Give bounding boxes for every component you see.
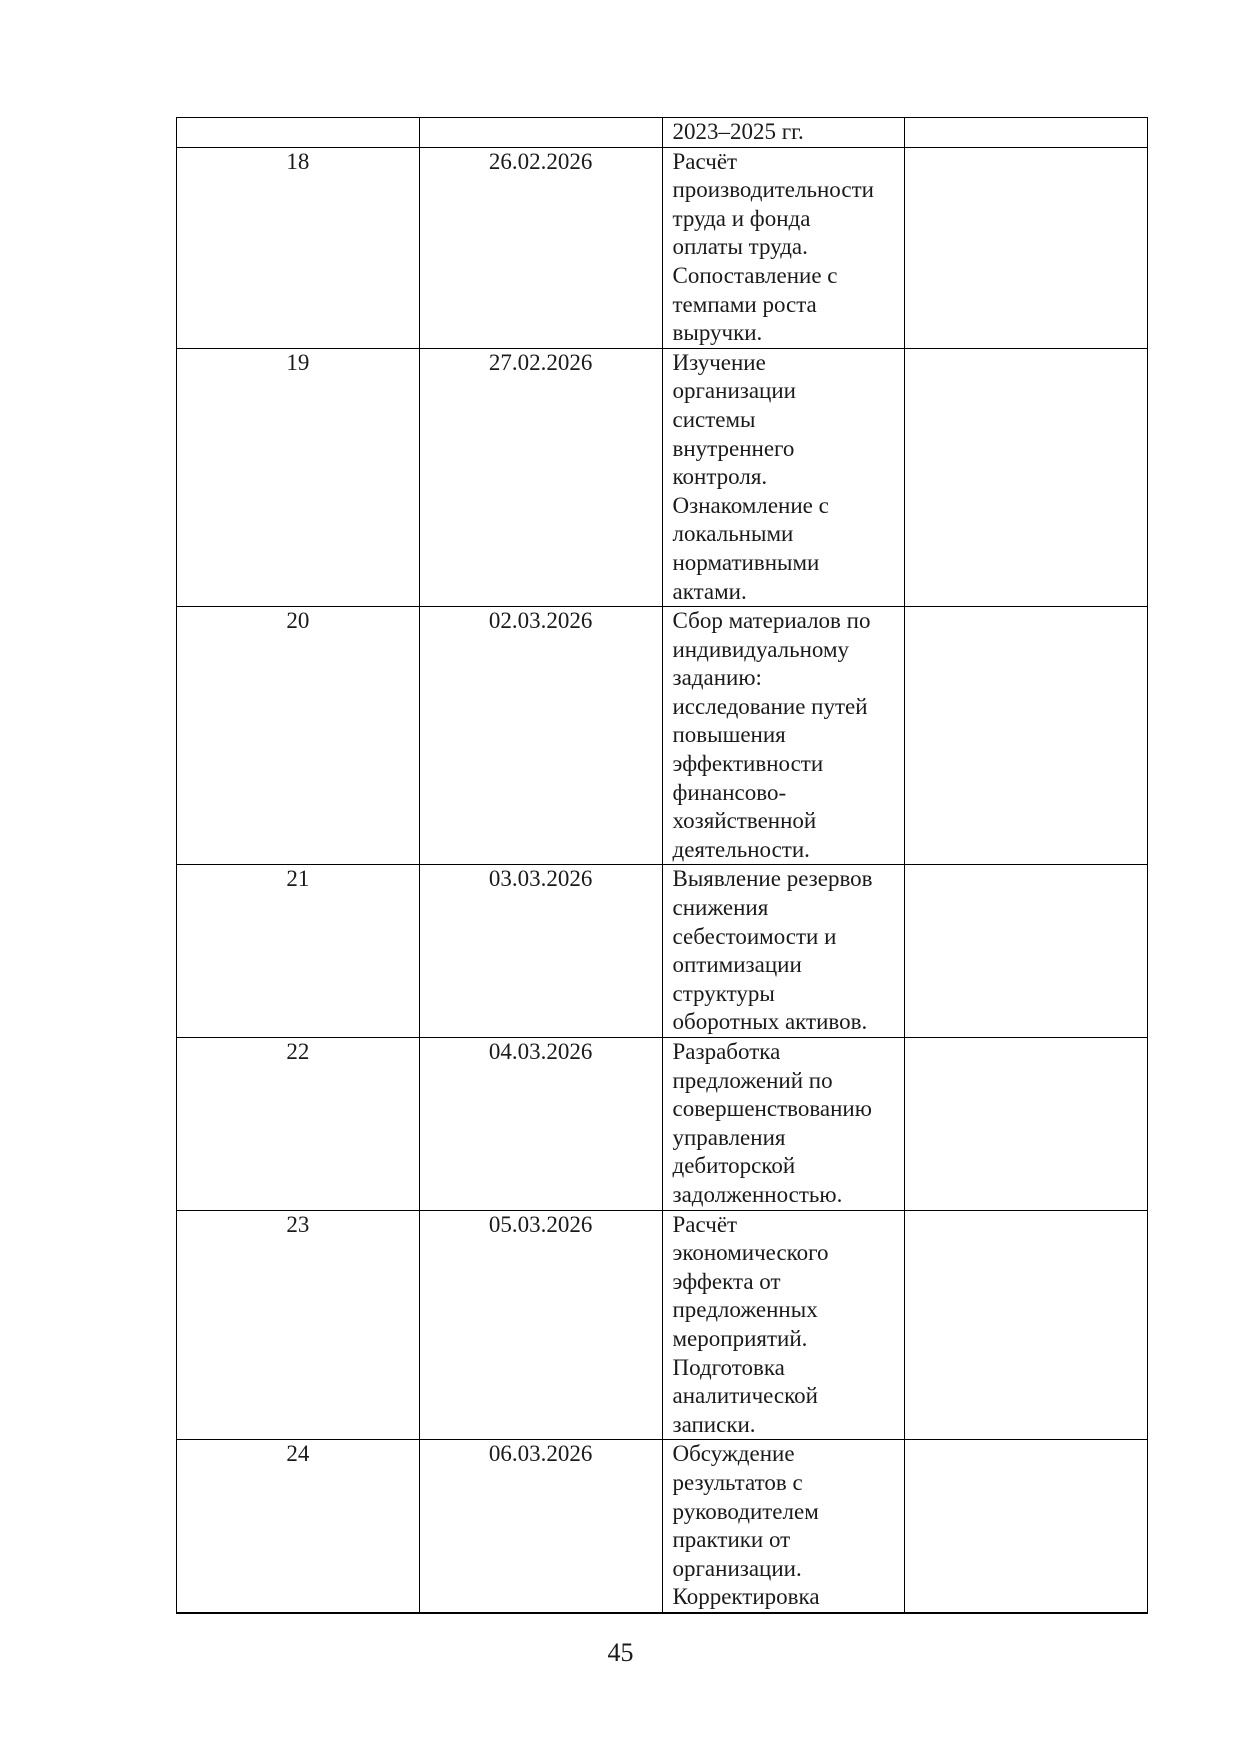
description-text: Расчёт экономического эффекта от предложенных мероприятий. Подготовка аналитической записки. xyxy=(672,1211,829,1437)
date-cell: 05.03.2026 xyxy=(419,1210,662,1440)
page-number: 45 xyxy=(607,1638,634,1667)
table-row xyxy=(177,865,1148,1038)
note-cell xyxy=(905,147,1148,348)
row-number-cell: 21 xyxy=(177,865,420,1038)
description-text: Изучение организации системы внутреннего контроля. Ознакомление с локальными нормативными актами. xyxy=(672,349,829,604)
row-number-cell: 23 xyxy=(177,1210,420,1440)
description-text: Разработка предложений по совершенствованию управления дебиторской задолженностью. xyxy=(672,1039,872,1207)
description-cell xyxy=(662,865,905,1038)
note-cell xyxy=(905,118,1148,148)
description-cell xyxy=(662,348,905,606)
description-cell xyxy=(662,118,905,148)
description-cell xyxy=(662,147,905,348)
note-cell xyxy=(905,1440,1148,1613)
row-number-cell: 18 xyxy=(177,147,420,348)
description-text: Обсуждение результатов с руководителем практики от организации. Корректировка xyxy=(672,1441,820,1610)
note-cell xyxy=(905,1210,1148,1440)
row-number-cell xyxy=(177,118,420,148)
description-text: 2023–2025 гг. xyxy=(672,119,804,144)
date-cell: 03.03.2026 xyxy=(419,865,662,1038)
date-cell: 04.03.2026 xyxy=(419,1038,662,1211)
row-number-cell: 22 xyxy=(177,1038,420,1211)
note-cell xyxy=(905,865,1148,1038)
description-cell xyxy=(662,1440,905,1613)
description-text: Выявление резервов снижения себестоимости и оптимизации структуры оборотных активов. xyxy=(672,866,873,1035)
table-row xyxy=(177,348,1148,606)
row-number-cell: 19 xyxy=(177,348,420,606)
practice-schedule-table xyxy=(176,117,1148,1614)
table-row xyxy=(177,1440,1148,1613)
description-cell xyxy=(662,1038,905,1211)
description-cell xyxy=(662,607,905,865)
table-row xyxy=(177,147,1148,348)
description-cell xyxy=(662,1210,905,1440)
note-cell xyxy=(905,607,1148,865)
description-text: Сбор материалов по индивидуальному заданию: исследование путей повышения эффективности финансово- хозяйственной деятельности. xyxy=(672,608,871,862)
row-number-cell: 24 xyxy=(177,1440,420,1613)
date-cell: 06.03.2026 xyxy=(419,1440,662,1613)
row-number-cell: 20 xyxy=(177,607,420,865)
table-row xyxy=(177,1210,1148,1440)
date-cell: 27.02.2026 xyxy=(419,348,662,606)
note-cell xyxy=(905,348,1148,606)
date-cell: 26.02.2026 xyxy=(419,147,662,348)
table-row xyxy=(177,118,1148,148)
description-text: Расчёт производительности труда и фонда оплаты труда. Сопоставление с темпами роста выручки. xyxy=(672,148,874,346)
date-cell: 02.03.2026 xyxy=(419,607,662,865)
date-cell xyxy=(419,118,662,148)
note-cell xyxy=(905,1038,1148,1211)
table-row xyxy=(177,607,1148,865)
table-row xyxy=(177,1038,1148,1211)
